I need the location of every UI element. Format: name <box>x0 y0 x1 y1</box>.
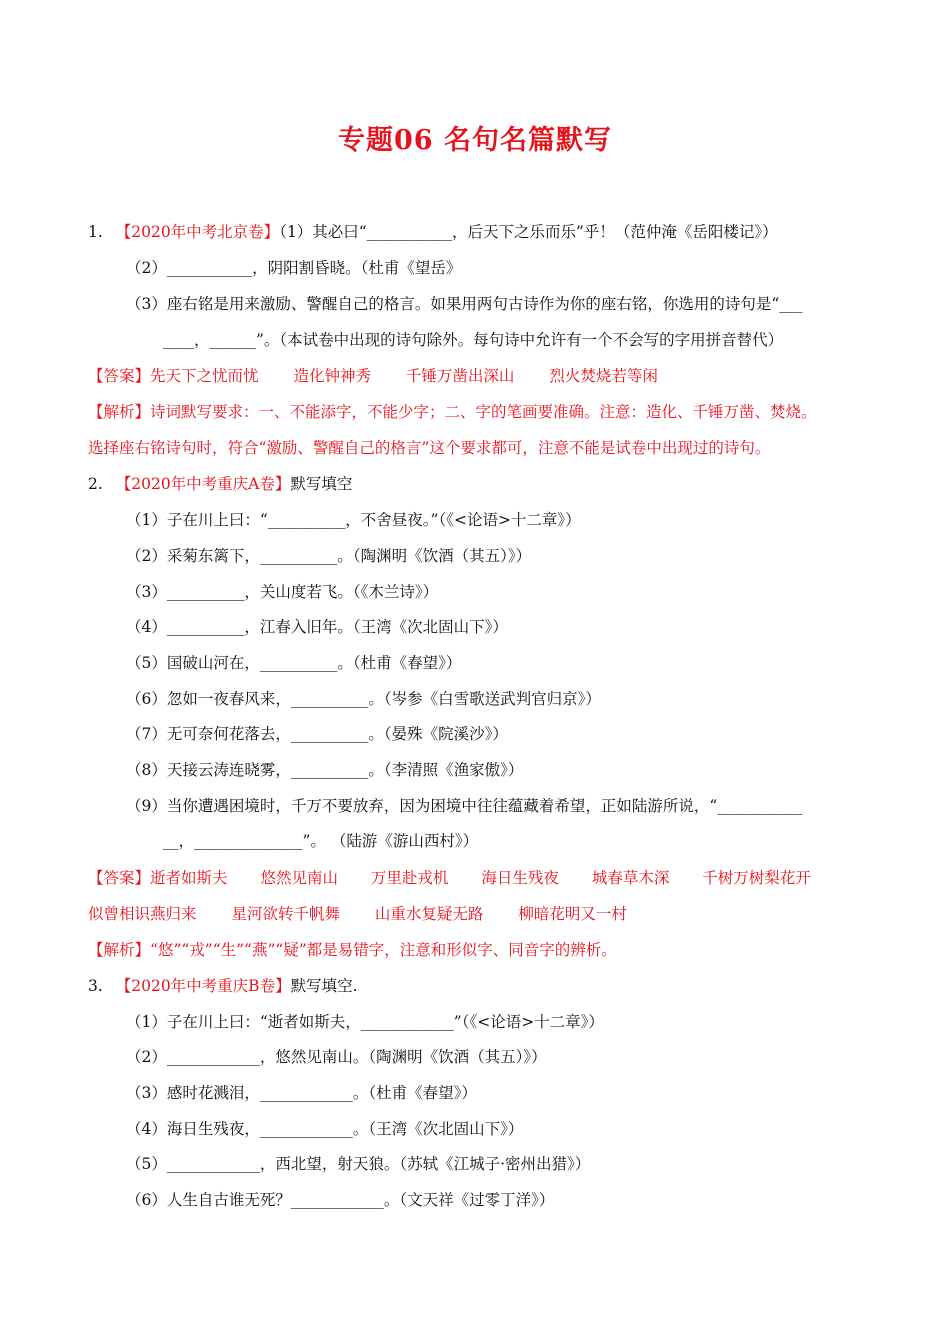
question-prompt: 默写填空 <box>290 475 353 493</box>
question-item: （6）忽如一夜春风来，__________。（岑参《白雪歌送武判官归京》） <box>126 690 601 708</box>
answer-item: 千锤万凿出深山 <box>405 367 515 385</box>
question-item: __，______________”。 （陆游《游山西村》） <box>163 832 479 850</box>
answer-item: 逝者如斯夫 <box>150 869 228 887</box>
page-title: 专题06 名句名篇默写 <box>338 125 612 156</box>
question-prompt: 默写填空. <box>290 977 358 995</box>
answer-item: 悠然见南山 <box>260 869 338 887</box>
question-item: （3）座右铭是用来激励、警醒自己的格言。如果用两句古诗作为你的座右铭，你选用的诗句是“___ <box>126 295 803 313</box>
question-item: （1）子在川上曰：“__________，不舍昼夜。”（《<论语>十二章》） <box>126 511 581 529</box>
question-2-header <box>88 473 352 495</box>
question-item: （1）其必曰“___________，后天下之乐而乐”乎！（范仲淹《岳阳楼记》） <box>279 223 778 241</box>
question-item: （5）____________，西北望，射天狼。（苏轼《江城子·密州出猎》） <box>126 1155 591 1173</box>
answer-item: 城春草木深 <box>591 869 670 887</box>
question-source-tag: 【2020年中考重庆B卷】 <box>115 977 291 995</box>
question-number: 2. <box>88 475 103 493</box>
question-3-header <box>88 975 358 997</box>
question-item: （2）___________，阴阳割昏晓。（杜甫《望岳》 <box>126 259 462 277</box>
answer-item: 星河欲转千帆舞 <box>231 905 340 923</box>
question-item: （4）海日生残夜，____________。（王湾《次北固山下》） <box>126 1120 524 1138</box>
answer-item: 造化钟神秀 <box>293 367 371 385</box>
answer-line <box>88 903 627 925</box>
question-1-header <box>88 221 778 243</box>
answer-tag: 【答案】 <box>88 869 151 887</box>
answer-line <box>88 365 658 387</box>
analysis-text: “悠”“戎”“生”“燕”“疑”都是易错字，注意和形似字、同音字的辨析。 <box>150 941 617 959</box>
analysis-line <box>88 401 817 423</box>
answer-line <box>88 867 811 889</box>
question-source-tag: 【2020年中考重庆A卷】 <box>115 475 291 493</box>
analysis-tag: 【解析】 <box>88 403 151 421</box>
analysis-text: 选择座右铭诗句时，符合“激励、警醒自己的格言”这个要求都可，注意不能是试卷中出现过的诗句。 <box>88 439 771 457</box>
answer-item: 似曾相识燕归来 <box>88 905 197 923</box>
question-item: ____，______”。（本试卷中出现的诗句除外。每句诗中允许有一个不会写的字用拼音替代） <box>163 331 784 349</box>
question-item: （9）当你遭遇困境时，千万不要放弃，因为困境中往往蕴藏着希望，正如陆游所说，“___________ <box>126 797 803 815</box>
answer-item: 万里赴戎机 <box>370 869 449 887</box>
question-item: （3）__________，关山度若飞。（《木兰诗》） <box>126 583 439 601</box>
question-item: （6）人生自古谁无死？____________。（文天祥《过零丁洋》） <box>126 1191 555 1209</box>
question-item: （2）____________，悠然见南山。（陶渊明《饮酒（其五）》） <box>126 1048 547 1066</box>
question-item: （1）子在川上曰：“逝者如斯夫，____________”（《<论语>十二章》） <box>126 1013 604 1031</box>
question-item: （2）采菊东篱下，__________。（陶渊明《饮酒（其五）》） <box>126 547 532 565</box>
answer-tag: 【答案】 <box>88 367 151 385</box>
analysis-line <box>88 939 617 961</box>
question-number: 1. <box>88 223 103 241</box>
question-item: （7）无可奈何花落去，__________。（晏殊《院溪沙》） <box>126 725 508 743</box>
question-item: （8）天接云涛连晓雾，__________。（李清照《渔家傲》） <box>126 761 524 779</box>
question-item: （3）感时花溅泪，____________。（杜甫《春望》） <box>126 1084 477 1102</box>
answer-item: 烈火焚烧若等闲 <box>549 367 658 385</box>
answer-item: 柳暗花明又一村 <box>518 905 627 923</box>
answer-item: 山重水复疑无路 <box>374 905 484 923</box>
analysis-tag: 【解析】 <box>88 941 151 959</box>
answer-item: 先天下之忧而忧 <box>150 367 259 385</box>
question-source-tag: 【2020年中考北京卷】 <box>115 223 280 241</box>
answer-item: 千树万树梨花开 <box>702 869 811 887</box>
question-item: （5）国破山河在，__________。（杜甫《春望》） <box>126 654 462 672</box>
answer-item: 海日生残夜 <box>481 869 559 887</box>
question-number: 3. <box>88 977 103 995</box>
analysis-text: 诗词默写要求：一、不能添字，不能少字；二、字的笔画要准确。注意：造化、千锤万凿、焚烧。 <box>150 403 817 421</box>
question-item: （4）__________，江春入旧年。（王湾《次北固山下》） <box>126 618 508 636</box>
